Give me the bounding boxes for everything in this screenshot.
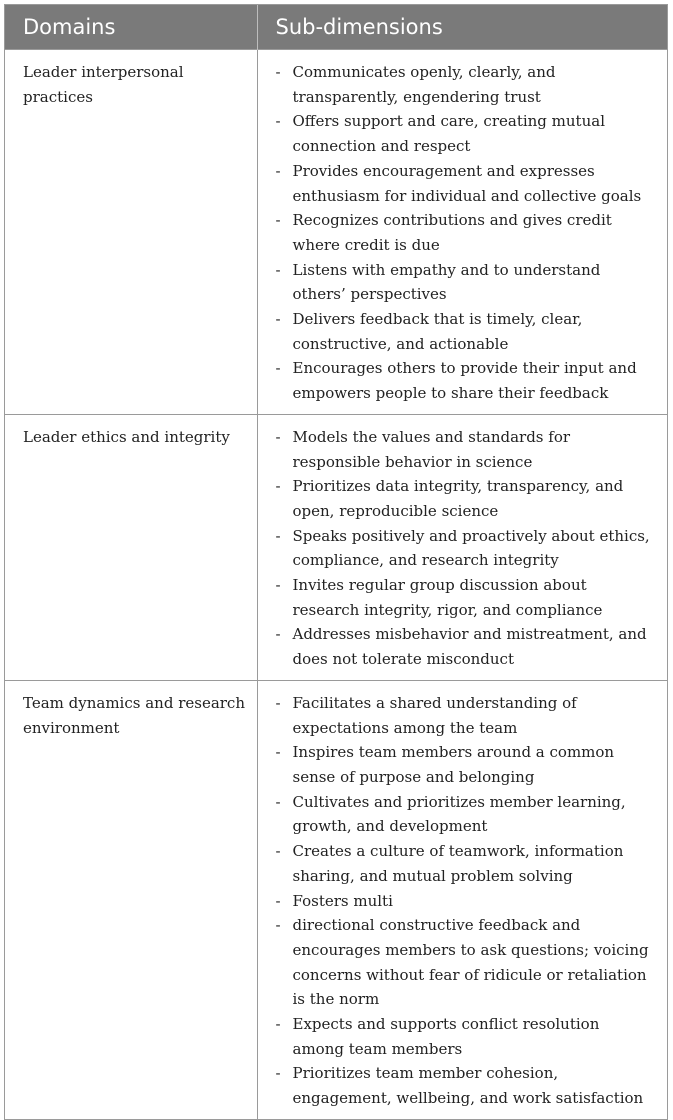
bullet-dash: - [275,310,281,329]
sub-dimension-text: Inspires team members around a common sense of purpose and belonging [292,743,615,786]
sub-dimension-text: Offers support and care, creating mutual connection and respect [292,112,605,156]
domains-table [4,4,668,1120]
bullet-dash: - [275,743,281,762]
bullet-dash: - [275,359,281,378]
sub-dimension-item [276,208,654,257]
sub-dimension-item [276,740,654,789]
sub-dimension-text: Expects and supports conflict resolution among team members [292,1015,600,1058]
sub-dimension-text: Cultivates and prioritizes member learning, growth, and development [292,792,626,836]
bullet-dash: - [275,63,281,81]
sub-dimension-text: Fosters multi [292,891,393,910]
bullet-dash: - [275,526,281,545]
bullet-dash: - [275,112,281,131]
sub-dimension-text: Delivers feedback that is timely, clear, constructive, and actionable [292,310,583,353]
sub-dimension-item [276,790,654,839]
table [5,5,667,1119]
domain-cell: Leader ethics and integrity [5,414,257,680]
sub-dimension-text: Addresses misbehavior and mistreatment, and does not tolerate misconduct [292,625,647,669]
sub-dimension-item [276,889,654,914]
sub-dimension-text: Speaks positively and proactively about ethics, compliance, and research integrity [292,526,650,570]
bullet-dash: - [275,161,281,180]
sub-dimension-list [276,691,654,1111]
sub-dimension-text: Facilitates a shared understanding of expectations among the team [292,693,577,737]
sub-dimension-item [276,691,654,740]
sub-dimension-item [276,60,654,109]
bullet-dash: - [275,1015,281,1034]
table-body [5,50,667,1119]
sub-dimension-item [276,474,654,523]
bullet-dash: - [275,427,281,446]
sub-dimension-item [276,1061,654,1110]
bullet-dash: - [275,842,281,861]
bullet-dash: - [275,477,281,496]
table-row [5,414,667,680]
table-row [5,50,667,415]
sub-dimension-item [276,109,654,158]
sub-dimensions-cell [257,50,667,415]
sub-dimensions-cell [257,414,667,680]
domain-cell: Team dynamics and research environment [5,680,257,1118]
header-domains: Domains [5,5,257,50]
sub-dimension-item [276,425,654,474]
sub-dimension-text: Prioritizes team member cohesion, engagement, wellbeing, and work satisfaction [292,1064,644,1108]
header-row [5,5,667,50]
sub-dimension-text: Invites regular group discussion about research integrity, rigor, and compliance [292,576,603,619]
bullet-dash: - [275,625,281,644]
sub-dimension-item [276,159,654,208]
sub-dimension-item [276,307,654,356]
sub-dimension-list [276,60,654,406]
sub-dimension-text: Listens with empathy and to understand others’ perspectives [292,260,601,304]
sub-dimensions-cell [257,680,667,1118]
sub-dimension-item [276,524,654,573]
sub-dimension-item [276,622,654,671]
sub-dimension-text: Encourages others to provide their input and empowers people to share their feedback [292,359,637,403]
sub-dimension-item [276,839,654,888]
sub-dimension-text: Models the values and standards for responsible behavior in science [292,427,571,471]
sub-dimension-list [276,425,654,672]
sub-dimension-item [276,356,654,405]
bullet-dash: - [275,1064,281,1083]
sub-dimension-text: directional constructive feedback and encourages members to ask questions; voicing concerns without fear of ridicule or retaliation is the norm [292,916,649,1009]
bullet-dash: - [275,576,281,595]
bullet-dash: - [275,211,281,230]
sub-dimension-item [276,258,654,307]
bullet-dash: - [275,792,281,811]
sub-dimension-item [276,913,654,1012]
bullet-dash: - [275,693,281,712]
bullet-dash: - [275,891,281,910]
sub-dimension-text: Recognizes contributions and gives credit where credit is due [292,211,612,254]
domain-cell: Leader interpersonal practices [5,50,257,415]
sub-dimension-item [276,573,654,622]
header-sub-dimensions: Sub-dimensions [257,5,667,50]
sub-dimension-text: Communicates openly, clearly, and transparently, engendering trust [292,63,556,106]
table-row [5,680,667,1118]
sub-dimension-text: Provides encouragement and expresses enthusiasm for individual and collective goals [292,161,642,205]
bullet-dash: - [275,916,281,935]
sub-dimension-item [276,1012,654,1061]
sub-dimension-text: Prioritizes data integrity, transparency, and open, reproducible science [292,477,624,520]
bullet-dash: - [275,260,281,279]
sub-dimension-text: Creates a culture of teamwork, information sharing, and mutual problem solving [292,842,624,885]
